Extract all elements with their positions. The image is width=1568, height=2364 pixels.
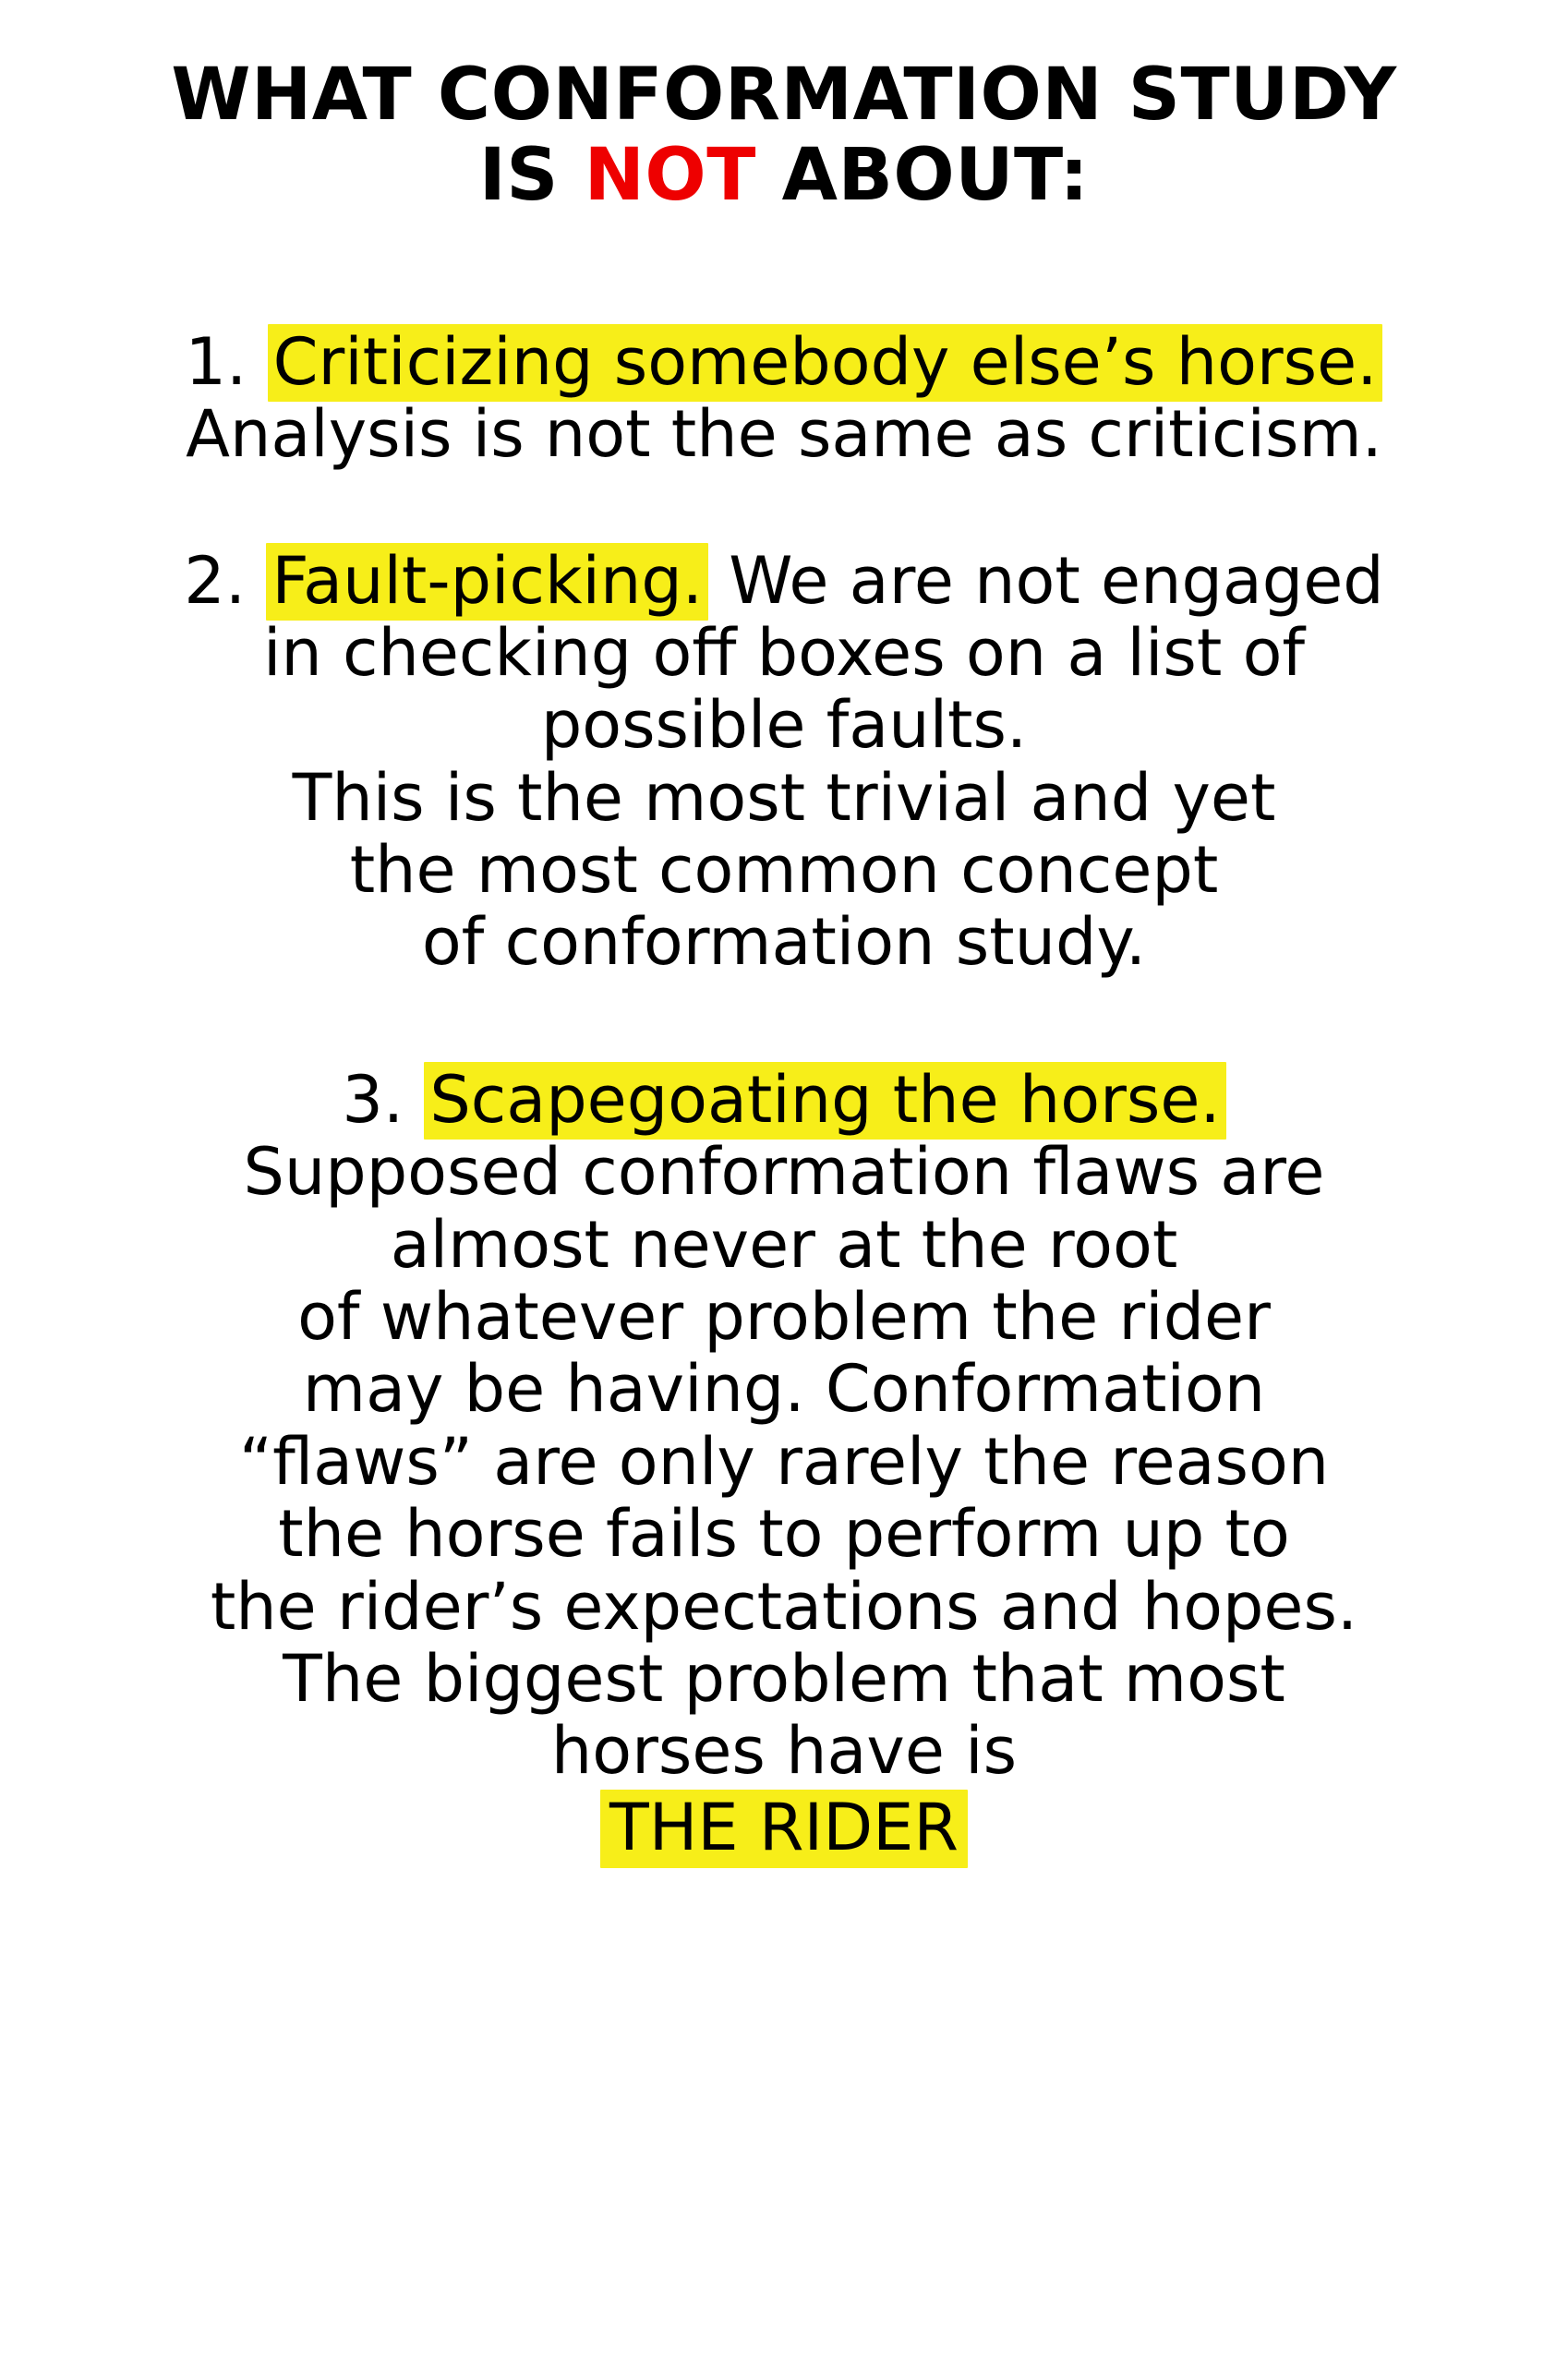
- item-3-heading-line: [65, 1061, 1503, 1138]
- title-emphasis-not: NOT: [584, 134, 756, 218]
- item-3-number: 3.: [342, 1061, 404, 1138]
- item-2-line-1: in checking off boxes on a list of: [262, 614, 1306, 691]
- item-2-line-4: the most common concept: [349, 832, 1219, 909]
- item-1-heading-line: [65, 323, 1503, 400]
- item-3-line-8: The biggest problem that most: [283, 1640, 1285, 1717]
- item-1-line-1: Analysis is not the same as criticism.: [186, 396, 1382, 473]
- item-2-heading: Fault-picking.: [266, 543, 708, 621]
- item-3-line-5: “flaws” are only rarely the reason: [238, 1423, 1330, 1500]
- item-3-line-9: horses have is: [550, 1713, 1018, 1790]
- item-3-line-2: almost never at the root: [390, 1206, 1178, 1283]
- title-line-2-prefix: IS: [478, 134, 585, 218]
- title-line-1: WHAT CONFORMATION STUDY: [171, 54, 1397, 137]
- item-3-line-4: may be having. Conformation: [302, 1351, 1266, 1428]
- item-2-line-5: of conformation study.: [421, 904, 1147, 981]
- item-2-line-3: This is the most trivial and yet: [292, 759, 1276, 836]
- item-1-number: 1.: [185, 323, 247, 400]
- item-2-heading-trailing: We are not engaged: [708, 542, 1384, 619]
- item-2-line-2: possible faults.: [540, 687, 1028, 764]
- item-3-final-highlight: THE RIDER: [600, 1790, 968, 1868]
- item-3-final-line: [65, 1791, 1503, 1863]
- title-line-2-suffix: ABOUT:: [755, 134, 1090, 218]
- item-1-heading: Criticizing somebody else’s horse.: [268, 324, 1383, 402]
- list-item-3: [65, 1061, 1503, 1865]
- item-3-line-6: the horse fails to perform up to: [278, 1496, 1290, 1573]
- title-line-2: [65, 136, 1503, 216]
- list-item-2: [65, 542, 1503, 981]
- item-3-line-3: of whatever problem the rider: [297, 1279, 1271, 1356]
- page-title: [65, 55, 1503, 217]
- item-2-heading-line: [65, 542, 1503, 619]
- list-item-1: [65, 323, 1503, 473]
- item-3-heading: Scapegoating the horse.: [424, 1062, 1225, 1140]
- item-3-line-7: the rider’s expectations and hopes.: [210, 1568, 1358, 1645]
- item-2-number: 2.: [184, 542, 247, 619]
- item-3-line-1: Supposed conformation flaws are: [243, 1134, 1325, 1211]
